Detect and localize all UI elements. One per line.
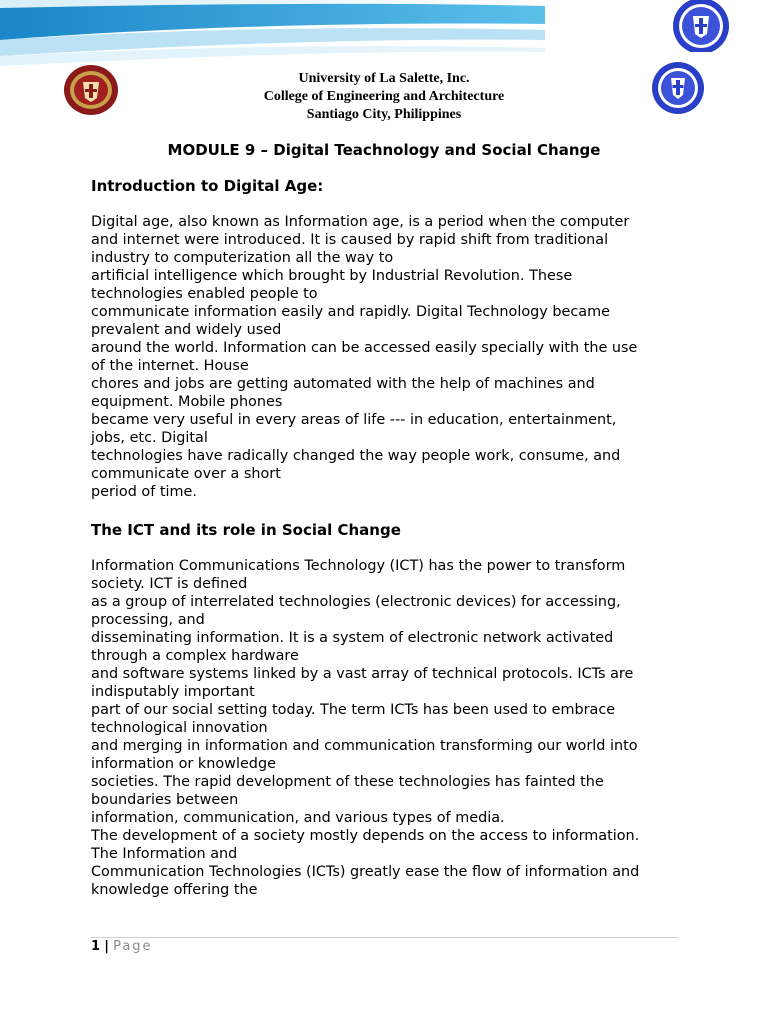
paragraph-line: The development of a society mostly depends on the access to information.	[91, 828, 640, 844]
paragraph-line: as a group of interrelated technologies (electronic devices) for accessing,	[91, 594, 621, 610]
paragraph-line: chores and jobs are getting automated with the help of machines and	[91, 376, 595, 392]
paragraph-line: industry to computerization all the way to	[91, 250, 394, 266]
paragraph-line: indisputably important	[91, 684, 255, 700]
paragraph-line: and internet were introduced. It is caused by rapid shift from traditional	[91, 232, 609, 248]
university-name: University of La Salette, Inc.	[298, 71, 470, 86]
paragraph-line: knowledge offering the	[91, 882, 258, 898]
paragraph-ict	[91, 557, 691, 899]
paragraph-digital-age	[91, 213, 691, 501]
paragraph-line: boundaries between	[91, 792, 239, 808]
paragraph-line: and merging in information and communication transforming our world into	[91, 738, 638, 754]
module-title: MODULE 9 – Digital Teachnology and Social Change	[167, 141, 601, 159]
paragraph-line: disseminating information. It is a system of electronic network activated	[91, 630, 614, 646]
page-label: Page	[113, 939, 153, 954]
footer-divider	[91, 937, 678, 938]
paragraph-line: technological innovation	[91, 720, 268, 736]
paragraph-line: period of time.	[91, 484, 197, 500]
section-heading-ict-social-change: The ICT and its role in Social Change	[91, 521, 401, 539]
paragraph-line: societies. The rapid development of these technologies has fainted the	[91, 774, 604, 790]
paragraph-line: information, communication, and various types of media.	[91, 810, 505, 826]
college-seal-top-right-logo	[671, 0, 731, 52]
college-name: College of Engineering and Architecture	[263, 89, 505, 104]
paragraph-line: technologies enabled people to	[91, 286, 318, 302]
paragraph-line: and software systems linked by a vast array of technical protocols. ICTs are	[91, 666, 634, 682]
paragraph-line: through a complex hardware	[91, 648, 299, 664]
paragraph-line: Information Communications Technology (ICT) has the power to transform	[91, 558, 626, 574]
page-separator: |	[104, 939, 109, 954]
university-location: Santiago City, Philippines	[306, 107, 462, 122]
paragraph-line: communicate information easily and rapidly. Digital Technology became	[91, 304, 610, 320]
paragraph-line: became very useful in every areas of life --- in education, entertainment,	[91, 412, 617, 428]
paragraph-line: Communication Technologies (ICTs) greatly ease the flow of information and	[91, 864, 640, 880]
paragraph-line: technologies have radically changed the way people work, consume, and	[91, 448, 621, 464]
section-heading-digital-age: Introduction to Digital Age:	[91, 177, 324, 195]
paragraph-line: around the world. Information can be accessed easily specially with the use	[91, 340, 638, 356]
paragraph-line: society. ICT is defined	[91, 576, 248, 592]
page-number: 1	[91, 939, 101, 954]
paragraph-line: prevalent and widely used	[91, 322, 282, 338]
paragraph-line: jobs, etc. Digital	[91, 430, 208, 446]
paragraph-line: communicate over a short	[91, 466, 281, 482]
header-swoosh-graphic	[0, 0, 545, 70]
paragraph-line: The Information and	[91, 846, 238, 862]
paragraph-line: part of our social setting today. The term ICTs has been used to embrace	[91, 702, 616, 718]
paragraph-line: equipment. Mobile phones	[91, 394, 283, 410]
paragraph-line: Digital age, also known as Information age, is a period when the computer	[91, 214, 630, 230]
paragraph-line: information or knowledge	[91, 756, 276, 772]
page-footer	[91, 938, 153, 956]
paragraph-line: artificial intelligence which brought by Industrial Revolution. These	[91, 268, 573, 284]
paragraph-line: of the internet. House	[91, 358, 249, 374]
paragraph-line: processing, and	[91, 612, 205, 628]
